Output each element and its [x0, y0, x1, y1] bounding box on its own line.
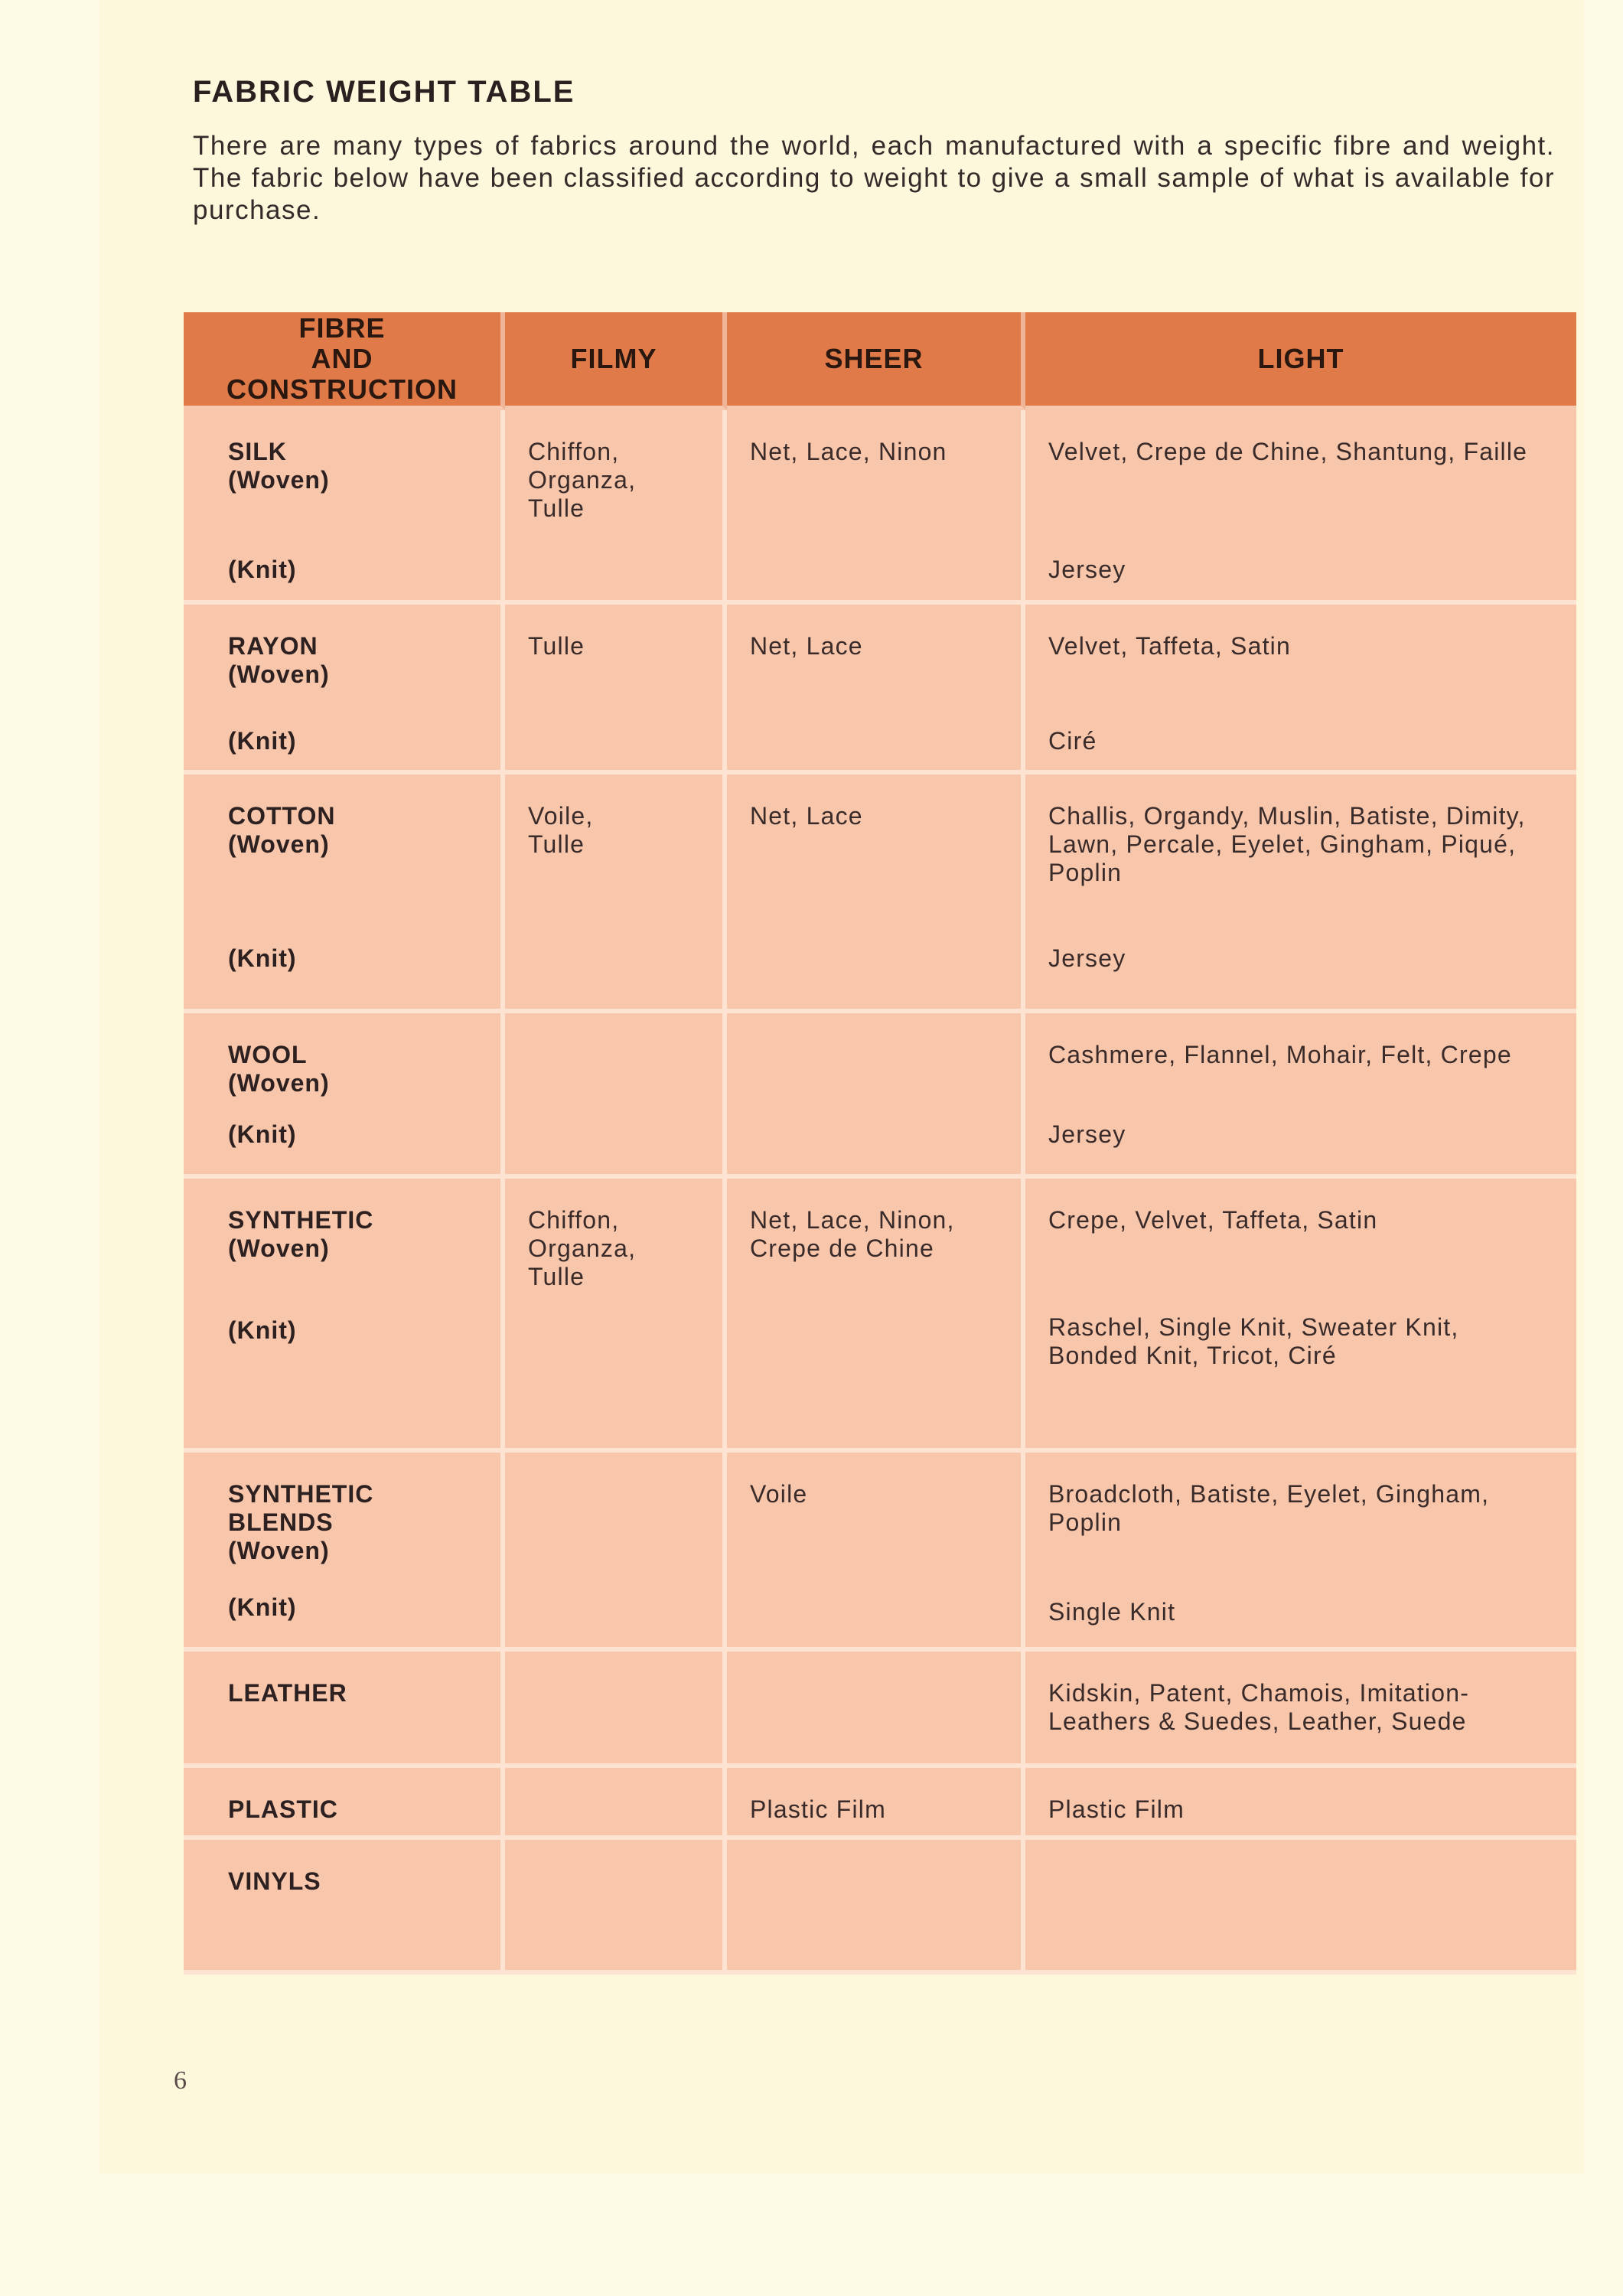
table-cell-fibre — [184, 1840, 505, 1975]
table-cell-filmy — [505, 1768, 727, 1840]
sheer-text — [750, 438, 947, 466]
sheer-text — [750, 1206, 955, 1263]
table-cell-filmy — [505, 1453, 727, 1652]
filmy-line: Organza, — [528, 1234, 637, 1262]
light-text — [1048, 1480, 1489, 1537]
sheer-line: Voile — [750, 1480, 808, 1508]
fibre-line: PLASTIC — [228, 1795, 338, 1823]
fibre-text — [228, 802, 336, 859]
table-cell-filmy — [505, 1013, 727, 1179]
light-line: Poplin — [1048, 859, 1123, 886]
sheer-line: Net, Lace, Ninon, — [750, 1206, 955, 1234]
table-cell-fibre — [184, 775, 505, 1013]
table-cell-fibre — [184, 605, 505, 775]
filmy-text — [528, 1206, 636, 1291]
table-cell-filmy — [505, 1652, 727, 1768]
header-construction-line: CONSTRUCTION — [227, 373, 458, 405]
light-text — [1048, 1206, 1377, 1234]
table-cell-light — [1025, 1013, 1576, 1179]
page-number: 6 — [174, 2066, 187, 2095]
light-knit-text: Raschel, Single Knit, Sweater Knit, Bonded Knit, Tricot, Ciré — [1048, 1313, 1459, 1369]
header-filmy: FILMY — [505, 312, 727, 410]
light-text — [1048, 632, 1291, 660]
filmy-line: Tulle — [528, 632, 585, 660]
fibre-line: (Woven) — [228, 1069, 330, 1097]
table-cell-light — [1025, 1453, 1576, 1652]
light-text — [1048, 1795, 1185, 1824]
table-cell-light — [1025, 1840, 1576, 1975]
fibre-text — [228, 632, 330, 689]
sheer-line: Net, Lace, Ninon — [750, 438, 947, 465]
fabric-weight-table — [184, 312, 1576, 1975]
fibre-text — [228, 1206, 373, 1263]
fibre-text — [228, 1795, 338, 1824]
fibre-line: (Woven) — [228, 1537, 330, 1564]
sheer-line: Net, Lace — [750, 632, 863, 660]
header-light: LIGHT — [1025, 312, 1576, 410]
sheer-text — [750, 802, 863, 830]
fibre-line: SYNTHETIC — [228, 1206, 374, 1234]
light-knit-text: Jersey — [1048, 1120, 1126, 1148]
light-text — [1048, 1679, 1469, 1736]
table-cell-light — [1025, 1652, 1576, 1768]
table-cell-fibre — [184, 1179, 505, 1453]
knit-label: (Knit) — [228, 1120, 297, 1148]
intro-paragraph: There are many types of fabrics around the world, each manufactured with a specific fibre and weight. The fabric below have been classified according to weight to give a small sample of what is available for purchase. — [193, 131, 1555, 225]
fibre-line: (Woven) — [228, 466, 330, 494]
light-line: Velvet, Taffeta, Satin — [1048, 632, 1291, 660]
table-cell-filmy — [505, 775, 727, 1013]
table-cell-sheer — [727, 605, 1025, 775]
fibre-line: LEATHER — [228, 1679, 347, 1707]
light-knit-text: Single Knit — [1048, 1598, 1176, 1626]
sheer-text — [750, 1795, 886, 1824]
table-cell-fibre — [184, 410, 505, 605]
table-cell-fibre — [184, 1013, 505, 1179]
table-cell-sheer — [727, 1179, 1025, 1453]
filmy-line: Chiffon, — [528, 438, 620, 465]
light-knit-text: Ciré — [1048, 727, 1097, 755]
sheer-line: Plastic Film — [750, 1795, 886, 1823]
sheer-line: Net, Lace — [750, 802, 863, 830]
light-text — [1048, 438, 1527, 466]
light-knit-text: Jersey — [1048, 556, 1126, 583]
table-cell-filmy — [505, 605, 727, 775]
table-cell-sheer — [727, 1652, 1025, 1768]
fibre-line: RAYON — [228, 632, 318, 660]
fibre-text — [228, 1679, 347, 1707]
light-text — [1048, 802, 1526, 887]
table-cell-light — [1025, 410, 1576, 605]
table-cell-fibre — [184, 1768, 505, 1840]
header-fibre-line: FIBRE — [298, 312, 386, 344]
table-cell-sheer — [727, 410, 1025, 605]
fibre-text — [228, 1041, 330, 1097]
sheer-text — [750, 1480, 807, 1508]
light-line: Poplin — [1048, 1508, 1123, 1536]
filmy-line: Organza, — [528, 466, 637, 494]
knit-label: (Knit) — [228, 1593, 297, 1621]
fibre-text — [228, 1480, 373, 1565]
light-line: Crepe, Velvet, Taffeta, Satin — [1048, 1206, 1378, 1234]
fibre-line: (Woven) — [228, 1234, 330, 1262]
filmy-text — [528, 438, 636, 523]
light-line: Broadcloth, Batiste, Eyelet, Gingham, — [1048, 1480, 1490, 1508]
fibre-line: COTTON — [228, 802, 336, 830]
table-cell-fibre — [184, 1453, 505, 1652]
light-line: Kidskin, Patent, Chamois, Imitation- — [1048, 1679, 1470, 1707]
table-cell-light — [1025, 1768, 1576, 1840]
light-knit-text: Jersey — [1048, 944, 1126, 972]
light-line: Plastic Film — [1048, 1795, 1185, 1823]
table-cell-light — [1025, 775, 1576, 1013]
light-line: Leathers & Suedes, Leather, Suede — [1048, 1707, 1467, 1735]
fibre-line: SYNTHETIC — [228, 1480, 374, 1508]
table-cell-light — [1025, 1179, 1576, 1453]
fibre-line: BLENDS — [228, 1508, 334, 1536]
table-cell-sheer — [727, 1453, 1025, 1652]
fibre-line: VINYLS — [228, 1867, 321, 1895]
header-fibre-construction — [184, 312, 505, 410]
table-cell-sheer — [727, 775, 1025, 1013]
knit-label: (Knit) — [228, 556, 297, 583]
table-cell-sheer — [727, 1768, 1025, 1840]
filmy-line: Tulle — [528, 1263, 585, 1290]
knit-label: (Knit) — [228, 1316, 297, 1344]
table-cell-filmy — [505, 1179, 727, 1453]
table-cell-fibre — [184, 1652, 505, 1768]
light-line: Cashmere, Flannel, Mohair, Felt, Crepe — [1048, 1041, 1512, 1068]
fibre-text — [228, 1867, 321, 1896]
fibre-line: (Woven) — [228, 660, 330, 688]
sheer-text — [750, 632, 863, 660]
header-and-line: AND — [311, 343, 373, 374]
table-cell-filmy — [505, 410, 727, 605]
light-line: Velvet, Crepe de Chine, Shantung, Faille — [1048, 438, 1528, 465]
knit-label: (Knit) — [228, 944, 297, 972]
fibre-text — [228, 438, 330, 494]
filmy-line: Voile, — [528, 802, 594, 830]
filmy-line: Tulle — [528, 830, 585, 858]
filmy-line: Chiffon, — [528, 1206, 620, 1234]
sheer-line: Crepe de Chine — [750, 1234, 934, 1262]
table-cell-filmy — [505, 1840, 727, 1975]
fibre-line: SILK — [228, 438, 287, 465]
filmy-text — [528, 802, 593, 859]
knit-label: (Knit) — [228, 727, 297, 755]
page-title: FABRIC WEIGHT TABLE — [193, 75, 575, 109]
table-cell-sheer — [727, 1840, 1025, 1975]
filmy-text — [528, 632, 585, 660]
table-cell-light — [1025, 605, 1576, 775]
fibre-line: WOOL — [228, 1041, 308, 1068]
fibre-line: (Woven) — [228, 830, 330, 858]
table-cell-sheer — [727, 1013, 1025, 1179]
light-line: Lawn, Percale, Eyelet, Gingham, Piqué, — [1048, 830, 1517, 858]
light-text — [1048, 1041, 1512, 1069]
header-sheer: SHEER — [727, 312, 1025, 410]
light-line: Challis, Organdy, Muslin, Batiste, Dimity, — [1048, 802, 1526, 830]
filmy-line: Tulle — [528, 494, 585, 522]
